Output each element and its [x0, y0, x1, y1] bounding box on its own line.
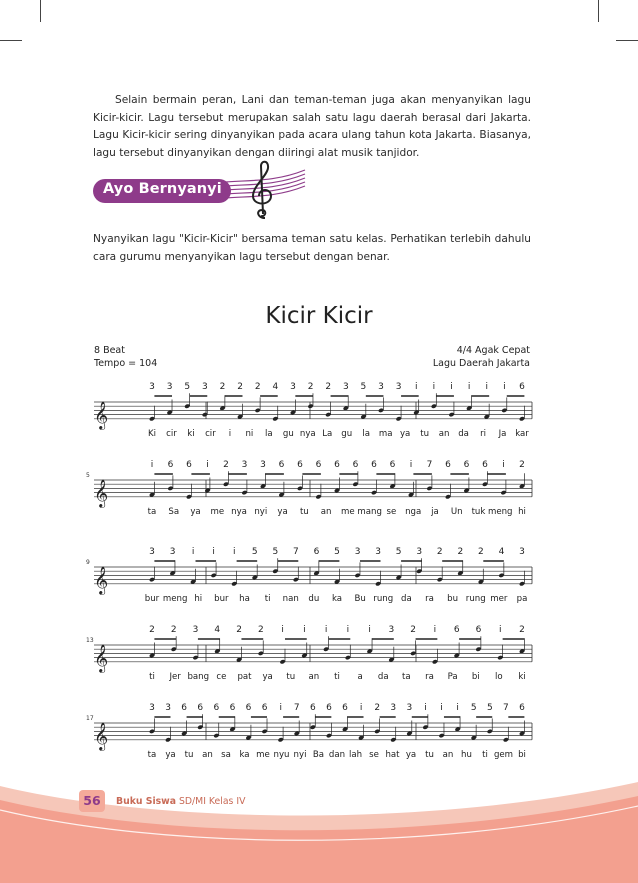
lyric-syllable: Pa: [447, 672, 458, 682]
measure-number: 5: [86, 472, 90, 479]
lyric-syllable: nyu: [273, 750, 290, 760]
lyric-syllable: ti: [149, 672, 155, 682]
number-notation: 6: [229, 703, 236, 713]
lyric-syllable: sa: [221, 750, 231, 760]
lyric-syllable: hi: [194, 594, 203, 604]
lyric-syllable: tu: [299, 507, 309, 517]
number-notation: i: [150, 460, 154, 470]
number-notation: i: [191, 547, 195, 557]
song-meter-origin: [433, 344, 530, 370]
lyric-syllable: ta: [147, 507, 157, 517]
number-notation: 2: [170, 625, 177, 635]
number-notation: 6: [310, 703, 316, 713]
number-notation: i: [415, 382, 418, 392]
crop-mark: [598, 0, 599, 22]
number-notation: i: [212, 547, 215, 557]
lyric-syllable: bu: [447, 594, 459, 604]
lyric-syllable: ki: [518, 672, 526, 682]
treble-clef-icon: 𝄞: [94, 721, 109, 750]
measure-number: 13: [86, 637, 94, 644]
number-notation: i: [467, 382, 471, 392]
lyric-syllable: Bu: [354, 594, 366, 604]
number-notation: i: [359, 703, 363, 713]
lyric-syllable: ya: [262, 672, 273, 682]
footer-wave-decoration: [0, 760, 638, 883]
lyric-syllable: pa: [516, 594, 528, 604]
number-notation: 3: [166, 382, 173, 392]
number-notation: 5: [334, 547, 340, 557]
number-notation: i: [498, 625, 502, 635]
lyric-syllable: ma: [378, 429, 393, 439]
number-notation: 4: [498, 547, 505, 557]
lyric-syllable: ra: [425, 672, 434, 682]
number-notation: 5: [360, 382, 367, 392]
number-notation: 6: [334, 460, 340, 470]
number-notation: 3: [395, 382, 402, 392]
music-staff-4: [86, 619, 536, 689]
number-notation: i: [433, 625, 437, 635]
number-notation: 3: [241, 460, 248, 470]
number-notation: 2: [257, 625, 264, 635]
lyric-syllable: tu: [420, 429, 430, 439]
lyric-syllable: lo: [495, 672, 503, 682]
number-notation: 4: [272, 382, 279, 392]
number-notation: i: [206, 460, 209, 470]
lyric-syllable: la: [362, 429, 371, 439]
number-notation: 2: [236, 625, 242, 635]
number-notation: 3: [149, 382, 155, 392]
lyric-syllable: nan: [282, 594, 299, 604]
lyric-syllable: ti: [482, 750, 488, 760]
number-notation: 3: [390, 703, 397, 713]
number-notation: 6: [297, 460, 303, 470]
lyric-syllable: me: [210, 507, 225, 517]
number-notation: 6: [463, 460, 470, 470]
lyric-syllable: tu: [286, 672, 296, 682]
lyric-syllable: hu: [461, 750, 472, 760]
lyric-syllable: Jer: [169, 672, 181, 682]
number-notation: 3: [342, 382, 349, 392]
number-notation: i: [502, 460, 505, 470]
number-notation: 5: [486, 703, 493, 713]
lyric-syllable: pat: [237, 672, 252, 682]
lyric-syllable: ka: [239, 750, 250, 760]
number-notation: 5: [470, 703, 477, 713]
lyric-syllable: ka: [331, 594, 343, 604]
number-notation: i: [485, 382, 489, 392]
lyric-syllable: gu: [341, 429, 353, 439]
number-notation: 2: [223, 460, 229, 470]
number-notation: 2: [519, 460, 525, 470]
lyric-syllable: ti: [264, 594, 271, 604]
number-notation: i: [450, 382, 453, 392]
lyric-syllable: ce: [216, 672, 227, 682]
lyric-syllable: bi: [471, 672, 480, 682]
number-notation: 2: [149, 625, 155, 635]
lyric-syllable: mer: [490, 594, 508, 604]
lyric-syllable: da: [377, 672, 389, 682]
lyric-syllable: i: [228, 429, 232, 439]
number-notation: 3: [192, 625, 199, 635]
lyric-syllable: an: [442, 750, 454, 760]
lyric-syllable: ya: [277, 507, 288, 517]
lyric-syllable: kar: [515, 429, 529, 439]
lyric-syllable: rung: [465, 594, 486, 604]
lyric-syllable: lah: [348, 750, 363, 760]
lyric-syllable: me: [341, 507, 355, 517]
lyric-syllable: ja: [431, 507, 439, 517]
number-notation: 3: [260, 460, 266, 470]
book-title-bold: Buku Siswa: [116, 796, 177, 807]
lyric-syllable: ya: [190, 507, 201, 517]
number-notation: 6: [482, 460, 488, 470]
lyric-syllable: bur: [144, 594, 160, 604]
number-notation: 7: [293, 547, 299, 557]
lyric-syllable: ti: [334, 672, 340, 682]
lyric-syllable: tu: [184, 750, 194, 760]
number-notation: 6: [389, 460, 396, 470]
lyric-syllable: meng: [162, 594, 188, 604]
number-notation: i: [424, 703, 427, 713]
number-notation: i: [368, 625, 371, 635]
number-notation: 3: [169, 547, 176, 557]
number-notation: 2: [478, 547, 484, 557]
lyric-syllable: gu: [282, 429, 294, 439]
number-notation: i: [303, 625, 306, 635]
number-notation: i: [432, 382, 436, 392]
lyric-syllable: ri: [480, 429, 487, 439]
instruction-paragraph: Nyanyikan lagu "Kicir-Kicir" bersama teman satu kelas. Perhatikan terlebih dahulu cara gurumu menyanyikan lagu tersebut dengan benar.: [93, 233, 531, 263]
number-notation: 2: [519, 625, 525, 635]
treble-clef-icon: 𝄞: [94, 643, 109, 672]
number-notation: 6: [371, 460, 377, 470]
lyric-syllable: hi: [518, 507, 526, 517]
number-notation: 6: [213, 703, 220, 713]
lyric-syllable: tu: [425, 750, 434, 760]
lyric-syllable: a: [357, 672, 363, 682]
lyric-syllable: da: [401, 594, 412, 604]
lyric-syllable: ya: [165, 750, 176, 760]
number-notation: 6: [315, 460, 322, 470]
lyric-syllable: an: [320, 507, 332, 517]
lyric-syllable: nyi: [293, 750, 307, 760]
lyric-syllable: du: [308, 594, 320, 604]
measure-number: 17: [86, 715, 94, 722]
treble-clef-icon: 𝄞: [94, 565, 109, 594]
number-notation: 5: [272, 547, 279, 557]
crop-mark: [40, 0, 41, 22]
number-notation: 3: [375, 547, 381, 557]
crop-mark: [0, 40, 22, 41]
number-notation: i: [324, 625, 328, 635]
music-staff-1: [86, 376, 536, 446]
number-notation: 7: [426, 460, 433, 470]
lyric-syllable: bur: [214, 594, 229, 604]
number-notation: 3: [165, 703, 171, 713]
lyric-syllable: an: [438, 429, 450, 439]
lyric-syllable: nya: [231, 507, 247, 517]
lyric-syllable: dan: [328, 750, 346, 760]
lyric-syllable: cir: [205, 429, 216, 439]
lyric-syllable: an: [308, 672, 320, 682]
measure-number: 9: [86, 559, 90, 566]
number-notation: 6: [261, 703, 268, 713]
page-number: 56: [79, 790, 105, 812]
lyric-syllable: ta: [402, 672, 411, 682]
lyric-syllable: tuk: [471, 507, 486, 517]
lyric-syllable: nya: [299, 429, 316, 439]
book-title-rest: SD/MI Kelas IV: [176, 796, 246, 807]
lyric-syllable: ki: [187, 429, 195, 439]
number-notation: 3: [519, 547, 525, 557]
number-notation: i: [346, 625, 350, 635]
lyric-syllable: Sa: [168, 507, 180, 517]
number-notation: 6: [167, 460, 174, 470]
number-notation: 6: [352, 460, 359, 470]
song-origin: Lagu Daerah Jakarta: [432, 358, 530, 369]
lyric-syllable: meng: [487, 507, 513, 517]
lyric-syllable: gem: [493, 750, 514, 760]
number-notation: 5: [184, 382, 191, 392]
number-notation: i: [232, 547, 236, 557]
number-notation: 3: [388, 625, 395, 635]
number-notation: 6: [326, 703, 332, 713]
number-notation: 6: [278, 460, 285, 470]
lyric-syllable: nyi: [254, 507, 268, 517]
lyric-syllable: mang: [357, 507, 382, 517]
number-notation: 6: [186, 460, 192, 470]
lyric-syllable: La: [322, 429, 333, 439]
number-notation: i: [279, 703, 282, 713]
number-notation: 2: [254, 382, 261, 392]
number-notation: 6: [519, 382, 525, 392]
number-notation: i: [409, 460, 413, 470]
lyric-syllable: ya: [399, 429, 411, 439]
number-notation: 6: [475, 625, 482, 635]
lyric-syllable: Ki: [147, 429, 157, 439]
number-notation: 4: [214, 625, 221, 635]
song-tempo: Tempo = 104: [94, 358, 158, 369]
number-notation: i: [440, 703, 443, 713]
section-heading: Ayo Bernyanyi: [103, 181, 222, 197]
crop-mark: [616, 40, 638, 41]
number-notation: 2: [237, 382, 243, 392]
number-notation: 6: [445, 460, 451, 470]
treble-clef-icon: 𝄞: [94, 478, 109, 507]
music-staff-5: [86, 697, 536, 767]
number-notation: 6: [313, 547, 320, 557]
number-notation: 2: [436, 547, 443, 557]
number-notation: 3: [354, 547, 361, 557]
lyric-syllable: nga: [405, 507, 422, 517]
lyric-syllable: ha: [239, 594, 250, 604]
number-notation: 2: [325, 382, 332, 392]
number-notation: 6: [342, 703, 348, 713]
number-notation: 3: [149, 703, 155, 713]
number-notation: 6: [245, 703, 252, 713]
number-notation: 3: [416, 547, 423, 557]
song-beat: 8 Beat: [94, 345, 125, 356]
number-notation: 2: [219, 382, 226, 392]
song-beat-tempo: [94, 344, 157, 370]
number-notation: i: [281, 625, 284, 635]
number-notation: 3: [290, 382, 296, 392]
song-meter: 4/4 Agak Cepat: [456, 345, 530, 356]
treble-clef-icon: 𝄞: [94, 400, 109, 429]
number-notation: 6: [519, 703, 525, 713]
number-notation: 2: [457, 547, 464, 557]
lyric-syllable: an: [202, 750, 213, 760]
lyric-syllable: ra: [425, 594, 434, 604]
number-notation: 6: [453, 625, 460, 635]
lyric-syllable: ya: [405, 750, 417, 760]
number-notation: i: [456, 703, 459, 713]
number-notation: 7: [503, 703, 509, 713]
lyric-syllable: hat: [385, 750, 400, 760]
number-notation: 2: [410, 625, 417, 635]
lyric-syllable: se: [386, 507, 397, 517]
lyric-syllable: ni: [245, 429, 254, 439]
lyric-syllable: Ba: [312, 750, 325, 760]
number-notation: 2: [374, 703, 381, 713]
lyric-syllable: cir: [166, 429, 177, 439]
number-notation: 6: [197, 703, 204, 713]
lyric-syllable: da: [458, 429, 469, 439]
lyric-syllable: bi: [518, 750, 526, 760]
music-staff-2: [86, 454, 536, 524]
number-notation: 6: [181, 703, 188, 713]
intro-paragraph: Selain bermain peran, Lani dan teman-teman juga akan menyanyikan lagu Kicir-kicir. Lagu tersebut merupakan salah satu lagu daerah berasal dari Jakarta. Lagu Kicir-kicir sering dinyanyikan pada acara ulang tahun kota Jakarta. Biasanya, lagu tersebut dinyanyikan dengan diiringi alat musik tanjidor.: [93, 94, 531, 159]
lyric-syllable: se: [369, 750, 379, 760]
lyric-syllable: Un: [450, 507, 463, 517]
music-staff-3: [86, 541, 536, 611]
lyric-syllable: me: [256, 750, 270, 760]
book-title: [116, 796, 245, 807]
number-notation: i: [503, 382, 506, 392]
song-title: Kicir Kicir: [265, 303, 373, 329]
number-notation: 7: [293, 703, 300, 713]
number-notation: 3: [149, 547, 155, 557]
lyric-syllable: bang: [187, 672, 210, 682]
number-notation: 5: [395, 547, 402, 557]
number-notation: 3: [406, 703, 413, 713]
lyric-syllable: la: [265, 429, 273, 439]
lyric-syllable: ta: [147, 750, 157, 760]
lyric-syllable: Ja: [498, 429, 507, 439]
lyric-syllable: rung: [373, 594, 394, 604]
treble-clef-decoration-icon: [225, 160, 307, 222]
number-notation: 2: [307, 382, 314, 392]
number-notation: 3: [378, 382, 384, 392]
number-notation: 5: [251, 547, 258, 557]
number-notation: 3: [201, 382, 208, 392]
